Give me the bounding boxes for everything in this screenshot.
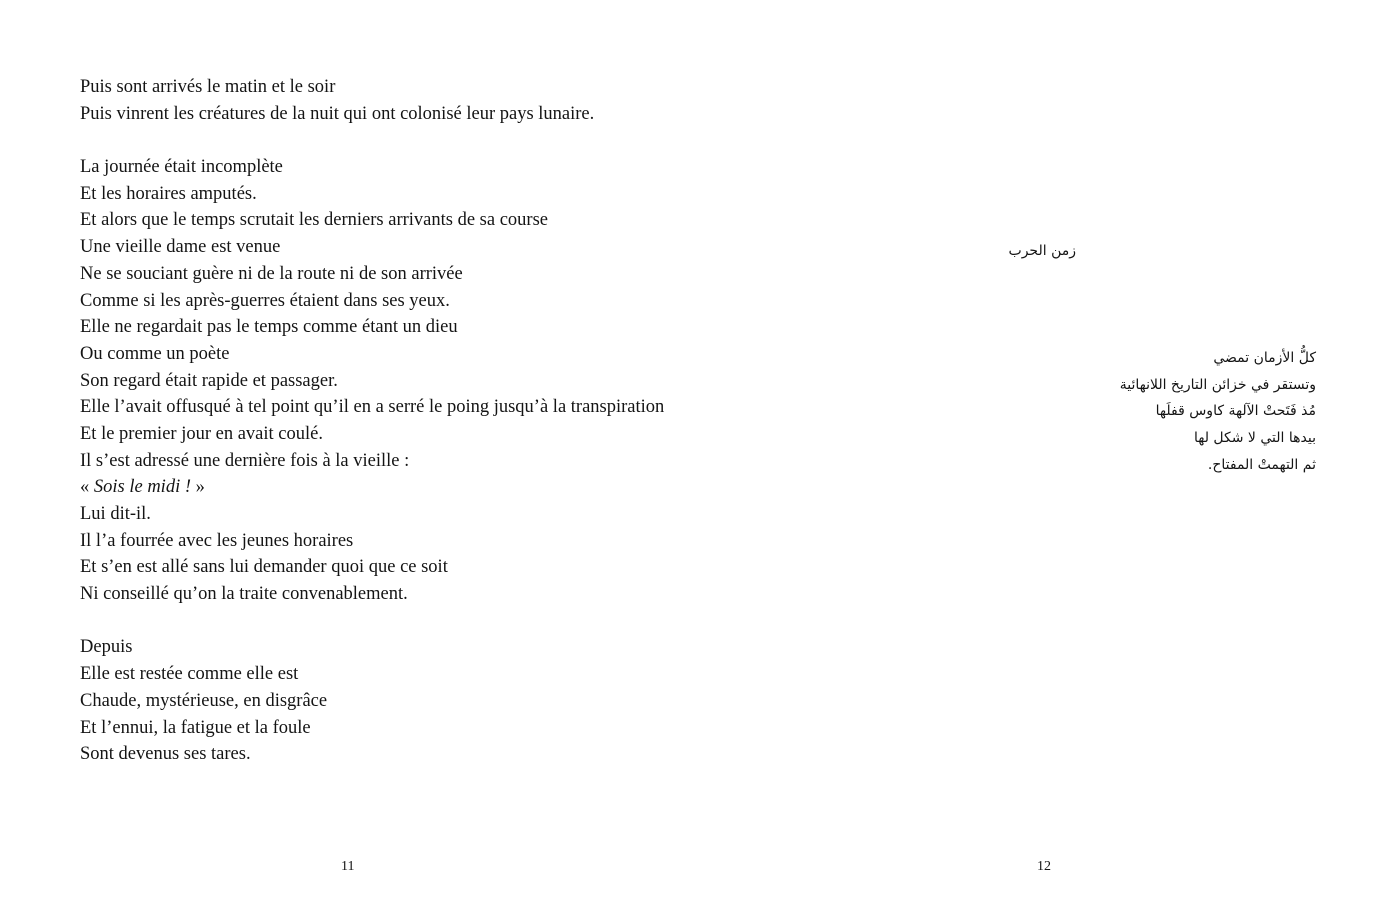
- stanza-3: [80, 634, 664, 767]
- page-number: 12: [1037, 859, 1051, 874]
- quote-open: «: [80, 477, 94, 498]
- poem-line: Son regard était rapide et passager.: [80, 370, 338, 391]
- arabic-poem-line: كلُّ الأزمان تمضي: [1213, 350, 1316, 366]
- poem-line: Elle l’avait offusqué à tel point qu’il en a serré le poing jusqu’à la transpiration: [80, 397, 665, 418]
- right-page: [697, 0, 1394, 912]
- arabic-poem: [1120, 345, 1316, 478]
- quote-text: Sois le midi !: [93, 477, 191, 498]
- poem-line: Il l’a fourrée avec les jeunes horaires: [80, 530, 354, 551]
- arabic-poem-line: ثم التهمتْ المفتاح.: [1207, 456, 1316, 473]
- stanza-1: [80, 74, 664, 127]
- arabic-poem-line: وتستقر في خزائن التاريخ اللانهائية: [1119, 376, 1316, 393]
- poem-line: Et s’en est allé sans lui demander quoi que ce soit: [80, 557, 448, 578]
- poem-line: Il s’est adressé une dernière fois à la vieille :: [80, 450, 410, 471]
- stanza-2: [80, 154, 664, 608]
- poem-line: Et alors que le temps scrutait les derniers arrivants de sa course: [80, 210, 548, 231]
- quoted-line: [80, 474, 664, 501]
- poem-line: Et l’ennui, la fatigue et la foule: [80, 717, 311, 738]
- poem-line: Elle ne regardait pas le temps comme étant un dieu: [80, 317, 458, 338]
- poem-line: Ni conseillé qu’on la traite convenablement.: [80, 584, 408, 605]
- poem-line: Depuis: [80, 637, 133, 658]
- poem-line: Puis vinrent les créatures de la nuit qui ont colonisé leur pays lunaire.: [80, 103, 595, 124]
- poem-line: Sont devenus ses tares.: [80, 744, 251, 765]
- poem-line: Et les horaires amputés.: [80, 183, 257, 204]
- poem-line: Et le premier jour en avait coulé.: [80, 423, 323, 444]
- arabic-poem-title: زمن الحرب: [1008, 243, 1076, 259]
- poem-line: La journée était incomplète: [80, 157, 283, 178]
- poem-line: Ou comme un poète: [80, 343, 230, 364]
- poem-line: Lui dit-il.: [80, 504, 151, 524]
- poem-line: Chaude, mystérieuse, en disgrâce: [80, 690, 328, 711]
- poem-line: Puis sont arrivés le matin et le soir: [80, 77, 336, 97]
- quote-close: »: [191, 477, 205, 498]
- french-poem: [80, 74, 664, 768]
- poem-line: Elle est restée comme elle est: [80, 664, 299, 685]
- poem-line: Une vieille dame est venue: [80, 237, 281, 258]
- page-number: 11: [341, 859, 355, 874]
- arabic-poem-line: بيدها التي لا شكل لها: [1193, 430, 1316, 447]
- poem-line: Comme si les après-guerres étaient dans ses yeux.: [80, 290, 450, 311]
- arabic-poem-line: مُذ فَتَحتْ الآلهة كاوس قفلَها: [1155, 403, 1316, 420]
- poem-line: Ne se souciant guère ni de la route ni de son arrivée: [80, 263, 463, 284]
